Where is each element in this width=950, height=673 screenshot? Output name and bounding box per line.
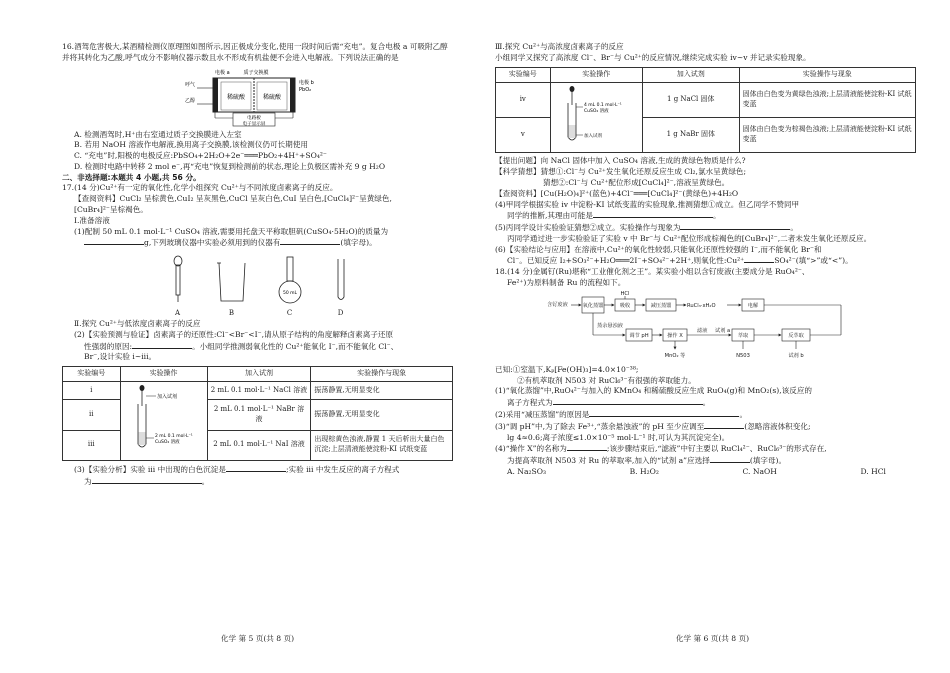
- test-tube-setup-icon: [556, 85, 636, 147]
- q17-q5b: 丙同学通过进一步实验验证了实验 v 中 Br⁻与 Cu²⁺配位形成棕褐色的[CuBr₄]²⁻,二者未发生氧化还原反应。: [507, 233, 872, 243]
- q18-options: [495, 467, 916, 478]
- q18-q2: (2)采用“减压蒸馏”的原因是 。: [495, 409, 748, 419]
- svg-text:操作 X: 操作 X: [666, 332, 683, 339]
- q18-known1: 已知:①室温下,Kₚ[Fe(OH)₃]=4.0×10⁻³⁸;: [495, 364, 639, 374]
- table1-header-reagent: 加入试剂: [207, 367, 311, 382]
- q17-q2a: (2)【实验预测与验证】卤素离子的还原性:Cl⁻<Br⁻<I⁻,请从原子结构的角度解释卤素离子还原: [74, 329, 394, 339]
- svg-text:N503: N503: [735, 352, 750, 359]
- q17-info2: [CuBr₄]²⁻呈棕褐色。: [74, 205, 148, 215]
- q17-q2c: Br⁻,设计实验 i~iii。: [84, 352, 157, 362]
- table2-header-reagent: 加入试剂: [642, 67, 739, 82]
- table2-apparatus-cell: [550, 82, 642, 153]
- q17-q1a: (1)配制 50 mL 0.1 mol·L⁻¹ CuSO₄ 溶液,需要用托盘天平称取胆矾(CuSO₄·5H₂O)的质量为: [74, 226, 389, 236]
- q17-q6a: (6)【实验结论与应用】在溶液中,Cu²⁺的氧化性较弱,只能氧化还原性较强的 I⁻,而不能氧化 Br⁻和: [495, 244, 822, 254]
- svg-text:调节 pH: 调节 pH: [628, 332, 649, 339]
- q16-option-b: B. 若用 NaOH 溶液作电解液,换用离子交换膜,该检测仪仍可长期使用: [74, 140, 308, 150]
- svg-text:萃取: 萃取: [737, 332, 748, 339]
- flask-volume-label: 50 mL: [282, 291, 297, 297]
- beaker-icon: [215, 255, 249, 305]
- table-row: ii 2 mL 0.1 mol·L⁻¹ NaBr 溶液 振荡静置,无明显变化: [63, 400, 453, 430]
- q17-q3b: 为 。: [84, 476, 210, 486]
- q18-q4a: (4)“操作 X”的名称为 ;该步骤结束后,“滤液”中钌主要以 RuCl₄²⁻、RuCl₆³⁻的形式存在,: [495, 444, 827, 454]
- footer-right: 化学 第 6 页(共 8 页): [675, 634, 750, 644]
- answer-blank[interactable]: [92, 476, 202, 484]
- table1-apparatus-cell: [120, 382, 207, 461]
- svg-text:加入试剂: 加入试剂: [156, 394, 177, 401]
- answer-blank[interactable]: [132, 341, 192, 349]
- svg-text:滤液: 滤液: [696, 327, 707, 334]
- q17-stem: 17.(14 分)Cu²⁺有一定的氧化性,化学小组探究 Cu²⁺与不同浓度卤素离子的反应。: [62, 183, 338, 193]
- experiment-table-2: [495, 67, 916, 154]
- svg-text:HCl: HCl: [620, 290, 629, 297]
- q18-q1b: 离子方程式为 。: [507, 398, 711, 408]
- acid-left-label: 稀硫酸: [226, 93, 245, 101]
- answer-blank[interactable]: [593, 210, 713, 218]
- acid-right-label: 稀硫酸: [262, 93, 281, 101]
- q18-option-a: A. Na₂SO₃: [507, 466, 546, 476]
- q17-q3a: (3)【实验分析】实验 iii 中出现的白色沉淀是 ;实验 iii 中发生反应的离子方程式: [74, 465, 400, 475]
- q18-stem1: 18.(14 分)金属钌(Ru)堪称“工业催化剂之王”。某实验小组以含钌废液(主要成分是 RuO₄²⁻、: [495, 267, 810, 277]
- answer-blank[interactable]: [280, 237, 340, 245]
- table-row: v 1 g NaBr 固体 固体由白色变为棕褐色浊液;上层清液能使淀粉-KI 试纸变蓝: [496, 117, 916, 152]
- answer-blank[interactable]: [567, 443, 607, 451]
- table-row: i 加入试剂 2 mL 0.1 mol·L⁻¹ CuSO₄ 溶液 2 mL 0.1 mol·L⁻¹ NaCl 溶液 振荡静置,无明显变化: [63, 382, 453, 400]
- svg-text:MnO₂ 等: MnO₂ 等: [664, 352, 685, 359]
- svg-text:吸收: 吸收: [619, 302, 630, 309]
- q17-q5a: (5)丙同学设计实验验证猜想②成立。实验操作与现象为 。: [495, 223, 799, 233]
- q18-flowchart: [495, 291, 916, 363]
- test-tube-icon: [331, 255, 351, 305]
- q17-section3: Ⅲ.探究 Cu²⁺与高浓度卤素离子的反应: [495, 42, 624, 51]
- apparatus-c: 50 mL C: [273, 255, 307, 319]
- svg-text:电解: 电解: [747, 302, 758, 309]
- q18-q4b: 为提高萃取剂 N503 对 Ru 的萃取率,加入的“试剂 a”应选择 (填字母)。: [507, 456, 787, 466]
- apparatus-d: D: [331, 255, 351, 319]
- q16-option-c: C. “充电”时,阳极的电极反应:PbSO₄+2H₂O+2e⁻═══PbO₂+4H⁺+SO₄²⁻: [74, 151, 327, 161]
- answer-blank[interactable]: [710, 455, 750, 463]
- experiment-table-1: [62, 366, 453, 461]
- svg-text:CuSO₄ 溶液: CuSO₄ 溶液: [584, 108, 609, 114]
- q17-q4a: (4)甲同学根据实验 iv 中淀粉-KI 试纸变蓝的实验现象,推测猜想①成立。但乙同学不赞同甲: [495, 199, 800, 209]
- dropper-icon: [165, 255, 191, 305]
- q17-guess2: 猜想②:Cl⁻与 Cu²⁺配位形成[CuCl₄]²⁻,溶液呈黄绿色。: [543, 178, 730, 187]
- alcohol-tester-diagram: [163, 66, 353, 128]
- q17-q4b: 同学的推断,其理由可能是 。: [507, 211, 721, 221]
- svg-text:4 mL 0.1 mol·L⁻¹: 4 mL 0.1 mol·L⁻¹: [584, 102, 622, 108]
- q16-figure: [62, 66, 453, 128]
- ethanol-label: 乙醇: [184, 97, 195, 104]
- q17-section2: Ⅱ.探究 Cu²⁺与低浓度卤素离子的反应: [74, 319, 201, 329]
- table2-header-result: 实验操作与现象: [739, 67, 915, 82]
- svg-text:试剂 a: 试剂 a: [714, 327, 730, 334]
- answer-blank[interactable]: [744, 255, 774, 263]
- answer-blank[interactable]: [84, 237, 144, 245]
- glassware-options: [153, 255, 363, 319]
- table1-header-result: 实验操作与现象: [311, 367, 453, 382]
- q16-stem: 16.酒驾危害极大,某酒精检测仪原理图如图所示,因正极成分变化,使用一段时间后需“充电”。复合电极 a 可吸附乙醇并将其转化为乙酸,呼气成分不影响仪器示数且水不形成有机盐便不会进入电解液。下列说法正确的是: [62, 42, 448, 62]
- q18-q1a: (1)“氧化蒸馏”中,RuO₄²⁻与加入的 KMnO₄ 和稀硫酸反应生成 RuO₄(g)和 MnO₂(s),该反应的: [495, 386, 813, 396]
- breath-label: 呼气: [184, 81, 195, 88]
- q16-option-d: D. 检测时电路中转移 2 mol e⁻,再“充电”恢复到检测前的状态,理论上负极区需补充 9 g H₂O: [74, 161, 386, 171]
- table2-header-op: 实验操作: [550, 67, 642, 82]
- q17-section1: Ⅰ.准备溶液: [74, 215, 110, 225]
- q17-q1b: g,下列玻璃仪器中实验必须用到的仪器有 (填字母)。: [62, 237, 453, 249]
- page-right: [475, 0, 950, 673]
- svg-text:加入试剂: 加入试剂: [584, 133, 603, 139]
- table1-header-id: 实验编号: [63, 367, 121, 382]
- electrode-b-label: 电极 b: [298, 79, 314, 86]
- q17-info1: 【查阅资料】CuCl₂ 呈棕黄色,CuI₂ 呈灰黑色,CuCl 呈灰白色,CuI 呈白色,[CuCl₄]²⁻呈黄绿色,: [74, 194, 392, 204]
- q17-q6b: Cl⁻。已知反应 I₂+SO₃²⁻+H₂O═══2I⁻+SO₄²⁻+2H⁺,则氧化性:Cu²⁺ SO₄²⁻(填“>”或“<”)。: [507, 256, 853, 266]
- q18-option-d: D. HCl: [860, 466, 886, 476]
- q16-option-a: A. 检测酒驾时,H⁺由右室通过质子交换膜进入左室: [74, 129, 242, 139]
- table2-header-id: 实验编号: [496, 67, 551, 82]
- svg-text:CuSO₄ 溶液: CuSO₄ 溶液: [154, 440, 180, 446]
- electrode-a-label: 电极 a: [214, 69, 230, 76]
- answer-blank[interactable]: [680, 222, 790, 230]
- svg-text:蒸余悬浊液: 蒸余悬浊液: [596, 322, 623, 329]
- q18-q3a: (3)“调 pH”中,为了除去 Fe³⁺,“蒸余悬浊液”的 pH 至少应调至 (忽略溶液体积变化;: [495, 421, 811, 431]
- q18-q3b: lg 4≈0.6;离子浓度≤1.0×10⁻⁵ mol·L⁻¹ 时,可认为其沉淀完全)。: [507, 432, 730, 442]
- footer-left: 化学 第 5 页(共 8 页): [220, 634, 295, 644]
- svg-text:RuCl₃·xH₂O: RuCl₃·xH₂O: [686, 302, 716, 309]
- q18-stem2: Fe²⁺)为原料制备 Ru 的流程如下。: [507, 278, 626, 288]
- svg-text:反萃取: 反萃取: [787, 332, 804, 339]
- q17-info-complex: 【查阅资料】[Cu(H₂O)₄]²⁺(蓝色)+4Cl⁻═══[CuCl₄]²⁻(黄绿色)+4H₂O: [495, 188, 739, 198]
- ruthenium-process-flowchart: [541, 291, 871, 363]
- q17-intro3: 小组同学又探究了高浓度 Cl⁻、Br⁻与 Cu²⁺的反应情况,继续完成实验 iv~v 并记录实验现象。: [495, 52, 811, 62]
- table1-header-op: 实验操作: [120, 367, 207, 382]
- q17-guess1: 【科学猜想】猜想①:Cl⁻与 Cu²⁺发生氧化还原反应生成 Cl₂,氯水呈黄绿色;: [495, 167, 747, 177]
- svg-text:试剂 b: 试剂 b: [787, 352, 804, 359]
- answer-blank[interactable]: [704, 421, 744, 429]
- table-row: iv 4 mL 0.1 mol·L⁻¹ CuSO₄ 溶液 加入试剂 1 g NaCl 固体 固体由白色变为黄绿色浊液;上层清液能使淀粉-KI 试纸变蓝: [496, 82, 916, 117]
- q18-option-b: B. H₂O₂: [629, 466, 659, 476]
- pbo2-label: PbO₂: [298, 86, 311, 93]
- answer-blank[interactable]: [589, 409, 739, 417]
- apparatus-b: B: [215, 255, 249, 319]
- svg-text:减压蒸馏: 减压蒸馏: [650, 302, 671, 309]
- q18-known2: ②有机萃取剂 N503 对 RuCl₆³⁻有很强的萃取能力。: [517, 375, 696, 385]
- volumetric-flask-icon: [273, 255, 307, 305]
- svg-text:氧化蒸馏: 氧化蒸馏: [582, 302, 603, 309]
- q18-option-c: C. NaOH: [742, 466, 777, 476]
- pem-label: 质子交换膜: [242, 69, 269, 76]
- display-label: 电子显示屏: [242, 121, 265, 127]
- answer-blank[interactable]: [226, 464, 286, 472]
- circuit-board-label: 电路板: [246, 115, 261, 121]
- answer-blank[interactable]: [553, 397, 703, 405]
- table-row: iii 2 mL 0.1 mol·L⁻¹ NaI 溶液 出现棕黄色浊液,静置 1 天后析出大量白色沉淀;上层清液能使淀粉-KI 试纸变蓝: [63, 430, 453, 460]
- test-tube-setup-icon: [124, 384, 204, 454]
- svg-text:含钌废液: 含钌废液: [546, 301, 568, 308]
- q17-q2b: 性强弱的原因: 。小组同学推测弱氧化性的 Cu²⁺能氧化 I⁻,而不能氧化 Cl⁻、: [84, 341, 399, 351]
- svg-text:2 mL 0.1 mol·L⁻¹: 2 mL 0.1 mol·L⁻¹: [154, 434, 193, 440]
- apparatus-a: A: [165, 255, 191, 319]
- q17-ask: 【提出问题】向 NaCl 固体中加入 CuSO₄ 溶液,生成的黄绿色物质是什么?: [495, 156, 746, 166]
- part2-title: 二、非选择题:本题共 4 小题,共 56 分。: [62, 172, 201, 182]
